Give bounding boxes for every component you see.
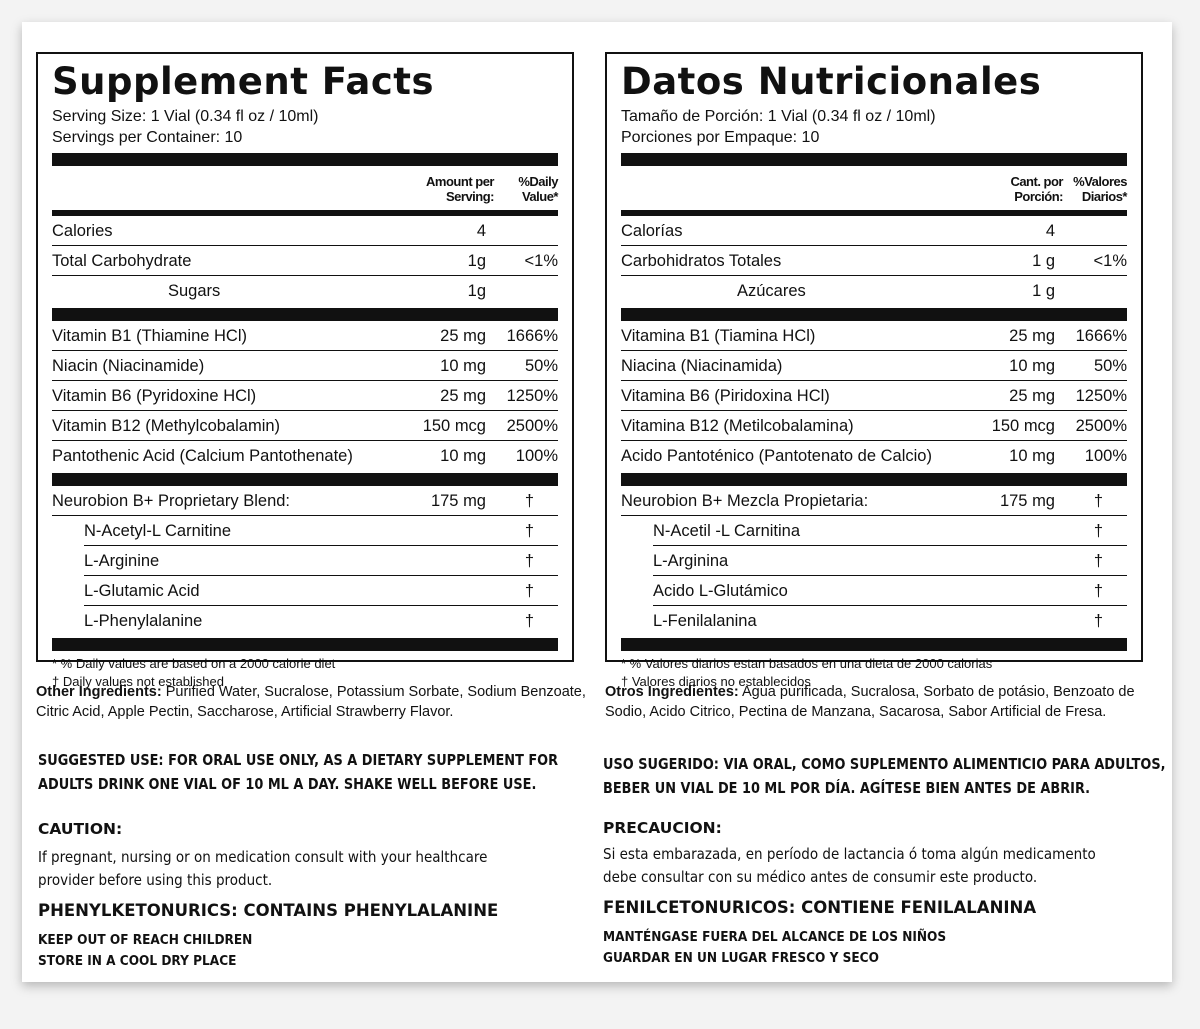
keep-out-of-reach: MANTÉNGASE FUERA DEL ALCANCE DE LOS NIÑOS [603,929,947,945]
vitamin-name: Vitamina B6 (Piridoxina HCl) [621,387,830,405]
vitamin-dv: 50% [524,357,558,375]
blend-item-dv: † [524,582,534,600]
nutrient-dv: <1% [524,252,558,270]
vitamin-name: Niacina (Niacinamida) [621,357,783,375]
vitamin-name: Vitamina B1 (Tiamina HCl) [621,327,816,345]
footnote-dagger: † Daily values not established [52,674,224,689]
column-headers [52,170,558,210]
keep-out-of-reach: KEEP OUT OF REACH CHILDREN [38,932,253,948]
vitamin-row [52,321,558,351]
nutrient-name: Sugars [168,282,221,300]
blend-item-row [84,546,558,576]
vitamin-row [52,351,558,381]
vitamin-amount: 150 mcg [991,417,1055,435]
blend-item-row [653,606,1127,636]
serving-size: Tamaño de Porción: 1 Vial (0.34 fl oz / 10ml) [621,108,936,125]
vitamin-dv: 2500% [1075,417,1127,435]
blend-item-name: N-Acetyl-L Carnitine [84,522,232,540]
vitamin-row [621,381,1127,411]
nutrient-amount: 4 [476,222,486,240]
footnote-dv: * % Valores diarios estan basados en una dieta de 2000 calorias [621,656,993,671]
caution-line2: provider before using this product. [38,871,273,889]
thick-divider [621,638,1127,651]
blend-item-row [653,546,1127,576]
blend-item-dv: † [524,522,534,540]
suggested-use-line1: SUGGESTED USE: FOR ORAL USE ONLY, AS A DIETARY SUPPLEMENT FOR [38,751,559,769]
amount-header-line2: Porción: [1014,189,1063,204]
nutrient-name: Total Carbohydrate [52,252,192,270]
vitamin-row [621,321,1127,351]
nutrient-name: Calories [52,222,113,240]
thick-divider [52,473,558,486]
vitamin-amount: 25 mg [440,327,486,345]
store-cool-dry: STORE IN A COOL DRY PLACE [38,953,237,969]
blend-name: Neurobion B+ Proprietary Blend: [52,492,291,510]
blend-item-name: L-Arginina [653,552,729,570]
blend-row [621,486,1127,516]
vitamin-dv: 1250% [1075,387,1127,405]
vitamin-row [621,411,1127,441]
nutrient-amount: 1g [467,252,486,270]
caution-block [38,818,578,972]
amount-header [394,174,494,204]
caution-line2: debe consultar con su médico antes de consumir este producto. [603,868,1038,886]
blend-amount: 175 mg [999,492,1055,510]
vitamin-dv: 50% [1093,357,1127,375]
vitamin-row [621,441,1127,471]
blend-item-name: L-Fenilalanina [653,612,757,630]
vitamin-name: Niacin (Niacinamide) [52,357,205,375]
dv-header [1061,174,1127,204]
blend-item-row [84,606,558,636]
vitamin-name: Vitamin B1 (Thiamine HCl) [52,327,248,345]
panel-title: Datos Nutricionales [621,60,1042,103]
thick-divider [52,153,558,166]
footnote-dagger: † Valores diarios no establecidos [621,674,811,689]
ingredients-text: Purified Water, Sucralose, Potassium Sorbate, Sodium Benzoate, Citric Acid, Apple Pectin, Saccharose, Artificial Strawberry Flavor. [36,684,586,720]
caution-title: CAUTION: [38,820,123,838]
thick-divider [52,638,558,651]
blend-item-dv: † [524,552,534,570]
blend-item-dv: † [1093,522,1103,540]
vitamin-row [52,411,558,441]
thick-divider [621,473,1127,486]
dv-header-line1: %Daily [518,174,558,189]
blend-item-row [653,576,1127,606]
suggested-use-line1: USO SUGERIDO: VIA ORAL, COMO SUPLEMENTO ALIMENTICIO PARA ADULTOS, [603,755,1166,773]
column-headers [621,170,1127,210]
blend-item-row [84,516,558,546]
blend-item-row [653,516,1127,546]
pku-warning: FENILCETONURICOS: CONTIENE FENILALANINA [603,898,1037,917]
label-card [22,22,1172,982]
vitamin-amount: 10 mg [440,447,486,465]
thick-divider [621,308,1127,321]
blend-item-name: L-Arginine [84,552,160,570]
vitamin-amount: 25 mg [1009,387,1055,405]
blend-name: Neurobion B+ Mezcla Propietaria: [621,492,869,510]
uso-sugerido-block [603,752,1166,800]
blend-item-row [84,576,558,606]
nutrient-amount: 1 g [1032,252,1055,270]
serving-size: Serving Size: 1 Vial (0.34 fl oz / 10ml) [52,108,319,125]
dv-header [492,174,558,204]
vitamin-dv: 100% [1084,447,1127,465]
store-cool-dry: GUARDAR EN UN LUGAR FRESCO Y SECO [603,950,879,966]
servings-per-container: Porciones por Empaque: 10 [621,129,820,146]
vitamin-dv: 1250% [506,387,558,405]
vitamin-row [52,441,558,471]
dv-header-line2: Value* [521,189,558,204]
thick-divider [52,308,558,321]
vitamin-row [621,351,1127,381]
vitamin-name: Vitamin B6 (Pyridoxine HCl) [52,387,257,405]
vitamin-amount: 10 mg [440,357,486,375]
nutrient-row [52,276,558,306]
dv-header-line1: %Valores [1073,174,1127,189]
supplement-facts-panel [36,52,574,689]
suggested-use-line2: ADULTS DRINK ONE VIAL OF 10 ML A DAY. SHAKE WELL BEFORE USE. [38,775,537,793]
caution-title: PRECAUCION: [603,819,722,837]
nutrient-dv: <1% [1093,252,1127,270]
vitamin-dv: 1666% [1075,327,1127,345]
suggested-use-block [38,748,578,796]
amount-header-line2: Serving: [445,189,494,204]
datos-nutricionales-panel [605,52,1143,689]
vitamin-dv: 100% [515,447,558,465]
amount-header-line1: Cant. por [1010,174,1063,189]
ingredients-label: Otros Ingredientes: [605,684,739,700]
blend-dv: † [524,492,534,510]
vitamin-amount: 10 mg [1009,357,1055,375]
nutrient-name: Carbohidratos Totales [621,252,782,270]
ingredients-text: Agua purificada, Sucralosa, Sorbato de potásio, Benzoato de Sodio, Acido Citrico, Pectina de Manzana, Sacarosa, Sabor Artificial de Fresa. [605,684,1135,720]
vitamin-name: Acido Pantoténico (Pantotenato de Calcio) [621,447,932,465]
pku-warning: PHENYLKETONURICS: CONTAINS PHENYLALANINE [38,901,499,920]
amount-header [963,174,1063,204]
vitamin-name: Vitamina B12 (Metilcobalamina) [621,417,854,435]
blend-item-name: Acido L-Glutámico [653,582,788,600]
caution-line1: If pregnant, nursing or on medication consult with your healthcare [38,848,488,866]
panel-title: Supplement Facts [52,60,435,103]
blend-item-name: L-Glutamic Acid [84,582,200,600]
blend-item-dv: † [524,612,534,630]
blend-amount: 175 mg [430,492,486,510]
vitamin-amount: 150 mcg [422,417,486,435]
amount-header-line1: Amount per [426,174,494,189]
blend-dv: † [1093,492,1103,510]
otros-ingredientes [605,682,1161,722]
vitamin-amount: 10 mg [1009,447,1055,465]
vitamin-dv: 1666% [506,327,558,345]
vitamin-row [52,381,558,411]
nutrient-row [52,216,558,246]
nutrient-row [52,246,558,276]
nutrient-amount: 4 [1045,222,1055,240]
blend-item-name: L-Phenylalanine [84,612,203,630]
nutrient-row [621,276,1127,306]
suggested-use-line2: BEBER UN VIAL DE 10 ML POR DÍA. AGÍTESE BIEN ANTES DE ABRIR. [603,779,1091,797]
thick-divider [621,153,1127,166]
nutrient-name: Azúcares [737,282,806,300]
nutrient-amount: 1g [467,282,486,300]
other-ingredients [36,682,592,722]
blend-item-name: N-Acetil -L Carnitina [653,522,801,540]
blend-row [52,486,558,516]
precaucion-block [603,817,1143,969]
nutrient-row [621,246,1127,276]
nutrient-name: Calorías [621,222,683,240]
vitamin-amount: 25 mg [440,387,486,405]
vitamin-name: Pantothenic Acid (Calcium Pantothenate) [52,447,353,465]
caution-line1: Si esta embarazada, en período de lactancia ó toma algún medicamento [603,845,1096,863]
vitamin-amount: 25 mg [1009,327,1055,345]
vitamin-dv: 2500% [506,417,558,435]
blend-item-dv: † [1093,552,1103,570]
nutrient-amount: 1 g [1032,282,1055,300]
blend-item-dv: † [1093,582,1103,600]
vitamin-name: Vitamin B12 (Methylcobalamin) [52,417,281,435]
ingredients-label: Other Ingredients: [36,684,162,700]
footnote-dv: * % Daily values are based on a 2000 calorie diet [52,656,336,671]
servings-per-container: Servings per Container: 10 [52,129,243,146]
nutrient-row [621,216,1127,246]
blend-item-dv: † [1093,612,1103,630]
dv-header-line2: Diarios* [1081,189,1127,204]
